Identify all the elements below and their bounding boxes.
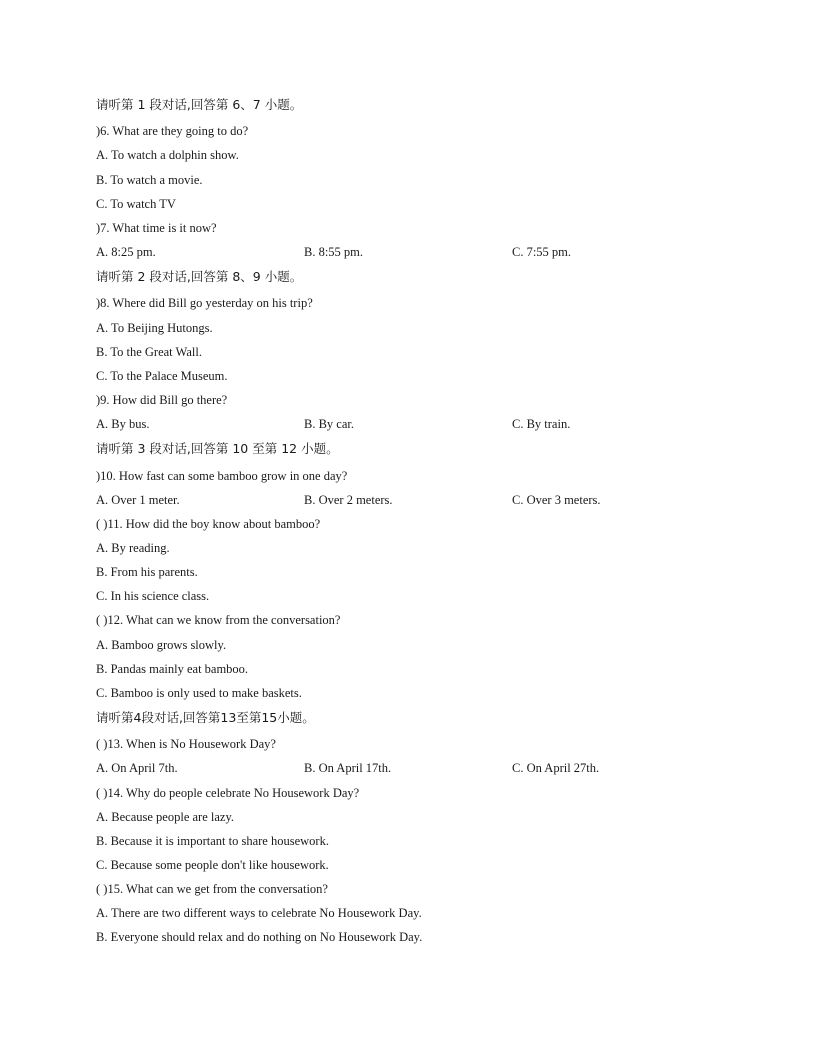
question-15-stem: ( )15. What can we get from the conversation? (96, 882, 328, 896)
question-11-option-b: B. From his parents. (96, 565, 198, 579)
question-11-option-c: C. In his science class. (96, 589, 210, 603)
question-7-stem: )7. What time is it now? (96, 221, 217, 235)
question-9-stem: )9. How did Bill go there? (96, 393, 228, 407)
question-8-stem: )8. Where did Bill go yesterday on his trip? (96, 296, 313, 310)
question-14-option-a: A. Because people are lazy. (96, 810, 235, 824)
question-13-option-c: C. On April 27th. (512, 761, 600, 775)
question-14-stem: ( )14. Why do people celebrate No Housework Day? (96, 786, 360, 800)
question-12-stem: ( )12. What can we know from the conversation? (96, 613, 341, 627)
question-9-option-a: A. By bus. (96, 417, 150, 431)
question-14-option-c: C. Because some people don't like housework. (96, 858, 329, 872)
question-14-option-b: B. Because it is important to share housework. (96, 834, 329, 848)
question-7-option-b: B. 8:55 pm. (304, 245, 364, 259)
question-11-stem: ( )11. How did the boy know about bamboo? (96, 517, 321, 531)
question-7-option-a: A. 8:25 pm. (96, 245, 156, 259)
section-header-4: 请听第4段对话,回答第13至第15小题。 (96, 710, 315, 725)
question-10-option-c: C. Over 3 meters. (512, 493, 601, 507)
section-header-2: 请听第 2 段对话,回答第 8、9 小题。 (96, 269, 303, 284)
question-12-option-b: B. Pandas mainly eat bamboo. (96, 662, 249, 676)
question-6-option-b: B. To watch a movie. (96, 173, 203, 187)
question-6-option-c: C. To watch TV (96, 197, 176, 211)
section-header-1: 请听第 1 段对话,回答第 6、7 小题。 (96, 97, 303, 112)
question-8-option-c: C. To the Palace Museum. (96, 369, 228, 383)
question-9-option-c: C. By train. (512, 417, 571, 431)
question-7-option-c: C. 7:55 pm. (512, 245, 572, 259)
question-11-option-a: A. By reading. (96, 541, 170, 555)
question-6-option-a: A. To watch a dolphin show. (96, 148, 239, 162)
question-12-option-a: A. Bamboo grows slowly. (96, 638, 227, 652)
question-8-option-a: A. To Beijing Hutongs. (96, 321, 213, 335)
question-12-option-c: C. Bamboo is only used to make baskets. (96, 686, 302, 700)
question-13-option-a: A. On April 7th. (96, 761, 178, 775)
question-10-option-a: A. Over 1 meter. (96, 493, 180, 507)
question-8-option-b: B. To the Great Wall. (96, 345, 202, 359)
question-15-option-a: A. There are two different ways to celebrate No Housework Day. (96, 906, 422, 920)
question-13-option-b: B. On April 17th. (304, 761, 392, 775)
question-6-stem: )6. What are they going to do? (96, 124, 249, 138)
section-header-3: 请听第 3 段对话,回答第 10 至第 12 小题。 (96, 441, 339, 456)
question-15-option-b: B. Everyone should relax and do nothing on No Housework Day. (96, 930, 423, 944)
question-9-option-b: B. By car. (304, 417, 354, 431)
question-10-option-b: B. Over 2 meters. (304, 493, 393, 507)
question-10-stem: )10. How fast can some bamboo grow in one day? (96, 469, 348, 483)
question-13-stem: ( )13. When is No Housework Day? (96, 737, 276, 751)
